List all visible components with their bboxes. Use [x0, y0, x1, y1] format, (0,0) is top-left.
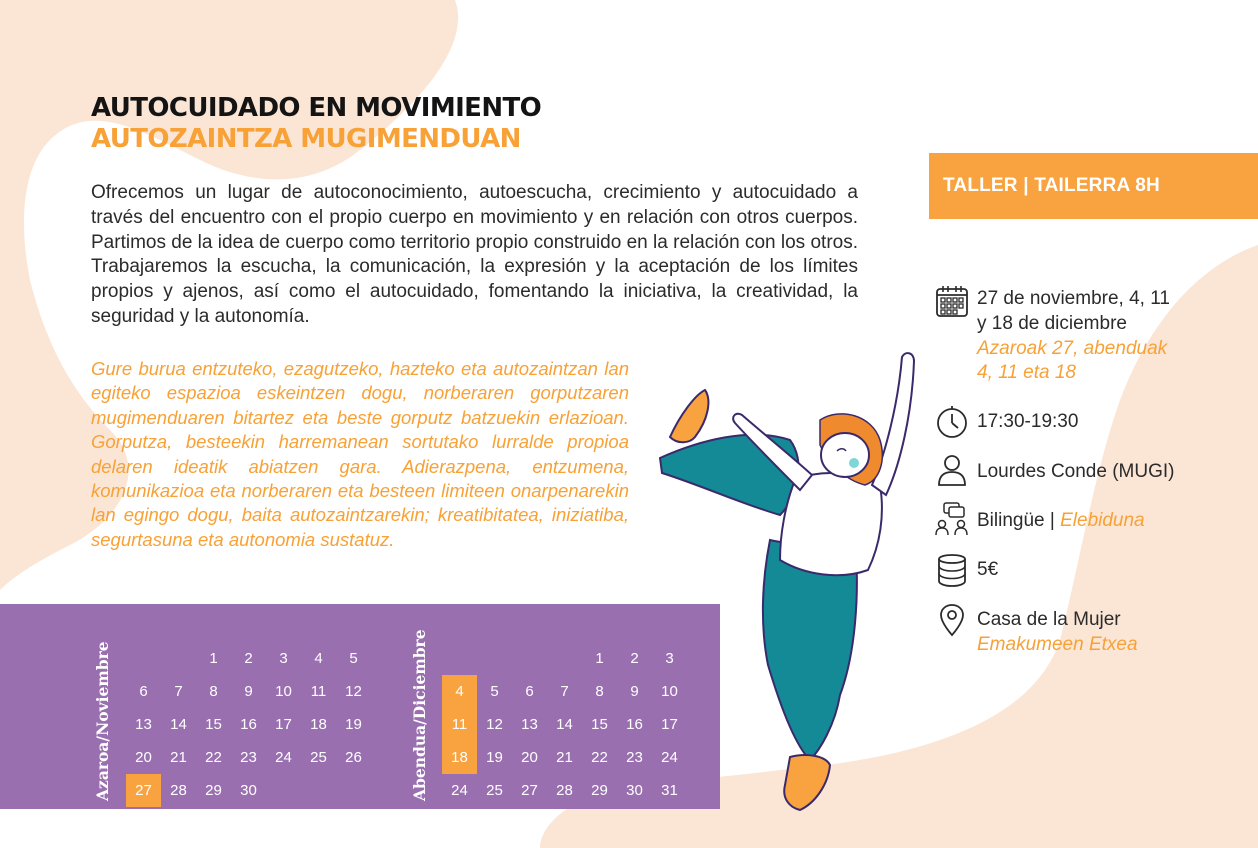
december-day: 31	[661, 782, 678, 799]
november-day: 9	[244, 683, 253, 700]
coins-icon	[935, 553, 969, 587]
november-day: 6	[139, 683, 148, 700]
price-text: 5€	[977, 559, 999, 580]
december-day: 19	[486, 749, 503, 766]
december-day: 29	[591, 782, 608, 799]
november-label: Azaroa/Noviembre	[93, 641, 112, 801]
november-day: 7	[174, 683, 183, 700]
dates-spanish-line2: y 18 de diciembre	[977, 313, 1127, 334]
dates-basque-line2: 4, 11 eta 18	[977, 362, 1076, 383]
november-day: 13	[135, 716, 152, 733]
language-spanish: Bilingüe	[977, 510, 1045, 531]
title-basque: AUTOZAINTZA MUGIMENDUAN	[91, 124, 521, 154]
november-day: 23	[240, 749, 257, 766]
language-basque: Elebiduna	[1060, 510, 1145, 531]
november-day: 29	[205, 782, 222, 799]
november-day: 30	[240, 782, 257, 799]
november-day: 3	[279, 650, 288, 667]
language-separator: |	[1049, 510, 1055, 531]
november-day: 20	[135, 749, 152, 766]
language-text	[977, 508, 1145, 533]
december-day: 1	[595, 650, 604, 667]
december-day: 28	[556, 782, 573, 799]
december-day: 18	[442, 741, 477, 774]
december-day: 21	[556, 749, 573, 766]
december-day: 4	[442, 675, 477, 708]
november-day: 28	[170, 782, 187, 799]
november-day: 10	[275, 683, 292, 700]
november-day: 5	[349, 650, 358, 667]
page-title	[91, 93, 541, 155]
november-day: 4	[314, 650, 323, 667]
november-day: 12	[345, 683, 362, 700]
december-day: 2	[630, 650, 639, 667]
december-day: 11	[442, 708, 477, 741]
december-day: 27	[521, 782, 538, 799]
november-day: 22	[205, 749, 222, 766]
december-day: 17	[661, 716, 678, 733]
person-icon	[935, 453, 969, 487]
november-day: 17	[275, 716, 292, 733]
november-day: 27	[126, 774, 161, 807]
description-basque: Gure burua entzuteko, ezagutzeko, hazteko eta autozaintzan lan egiteko espazioa eskeintzen dogu, norberaren gorputzaren mugimenduaren bitartez eta beste gorputz batzuekin erlazioan. Gorputza, besteekin harremanean sortutako lurralde propioa delaren ideatik abiatzen gara. Adierazpena, entzumena, komunikazioa eta norberaren eta besteen limiteen onarpenarekin lan egingo dogu, baita autozaintzarekin; kreatibitatea, iniziatiba, segurtasuna eta autonomia sustatuz.	[91, 358, 629, 550]
december-day: 16	[626, 716, 643, 733]
december-day: 23	[626, 749, 643, 766]
december-day: 13	[521, 716, 538, 733]
november-day: 15	[205, 716, 222, 733]
november-day: 26	[345, 749, 362, 766]
description-spanish: Ofrecemos un lugar de autoconocimiento, autoescucha, crecimiento y autocuidado a través del encuentro con el propio cuerpo en movimiento y en relación con otros cuerpos. Partimos de la idea de cuerpo como territorio propio construido en la relación con los otros. Trabajaremos la escucha, la comunicación, la expresión y la aceptación de los límites propios y ajenos, así como el autocuidado, fomentando la iniciativa, la creatividad, la seguridad y la autonomía.	[91, 182, 858, 327]
december-day: 5	[490, 683, 499, 700]
december-day: 7	[560, 683, 569, 700]
calendar-icon	[935, 284, 969, 318]
time-text: 17:30-19:30	[977, 411, 1079, 432]
november-day: 1	[209, 650, 218, 667]
november-day: 21	[170, 749, 187, 766]
december-day: 6	[525, 683, 534, 700]
december-day: 24	[661, 749, 678, 766]
november-day: 18	[310, 716, 327, 733]
place-spanish: Casa de la Mujer	[977, 609, 1121, 630]
december-day: 9	[630, 683, 639, 700]
dates-basque-line1: Azaroak 27, abenduak	[977, 338, 1168, 359]
november-day: 14	[170, 716, 187, 733]
december-day: 10	[661, 683, 678, 700]
december-day: 14	[556, 716, 573, 733]
november-day: 8	[209, 683, 218, 700]
november-day: 2	[244, 650, 253, 667]
teacher-text: Lourdes Conde (MUGI)	[977, 461, 1175, 482]
december-day: 30	[626, 782, 643, 799]
december-day: 12	[486, 716, 503, 733]
workshop-badge: TALLER | TAILERRA 8H	[929, 153, 1258, 219]
dates-spanish-line1: 27 de noviembre, 4, 11	[977, 288, 1170, 309]
calendar-panel	[0, 604, 720, 809]
december-day: 22	[591, 749, 608, 766]
title-spanish: AUTOCUIDADO EN MOVIMIENTO	[91, 93, 542, 123]
december-day: 25	[486, 782, 503, 799]
december-day: 15	[591, 716, 608, 733]
november-day: 19	[345, 716, 362, 733]
november-day: 24	[275, 749, 292, 766]
november-day: 16	[240, 716, 257, 733]
chat-people-icon	[935, 502, 969, 536]
location-pin-icon	[935, 603, 969, 637]
november-day: 25	[310, 749, 327, 766]
december-day: 24	[451, 782, 468, 799]
december-day: 20	[521, 749, 538, 766]
clock-icon	[935, 405, 969, 439]
november-day: 11	[310, 683, 327, 700]
december-day: 8	[595, 683, 604, 700]
december-day: 3	[665, 650, 674, 667]
place-basque: Emakumeen Etxea	[977, 634, 1138, 655]
december-label: Abendua/Diciembre	[410, 629, 429, 801]
